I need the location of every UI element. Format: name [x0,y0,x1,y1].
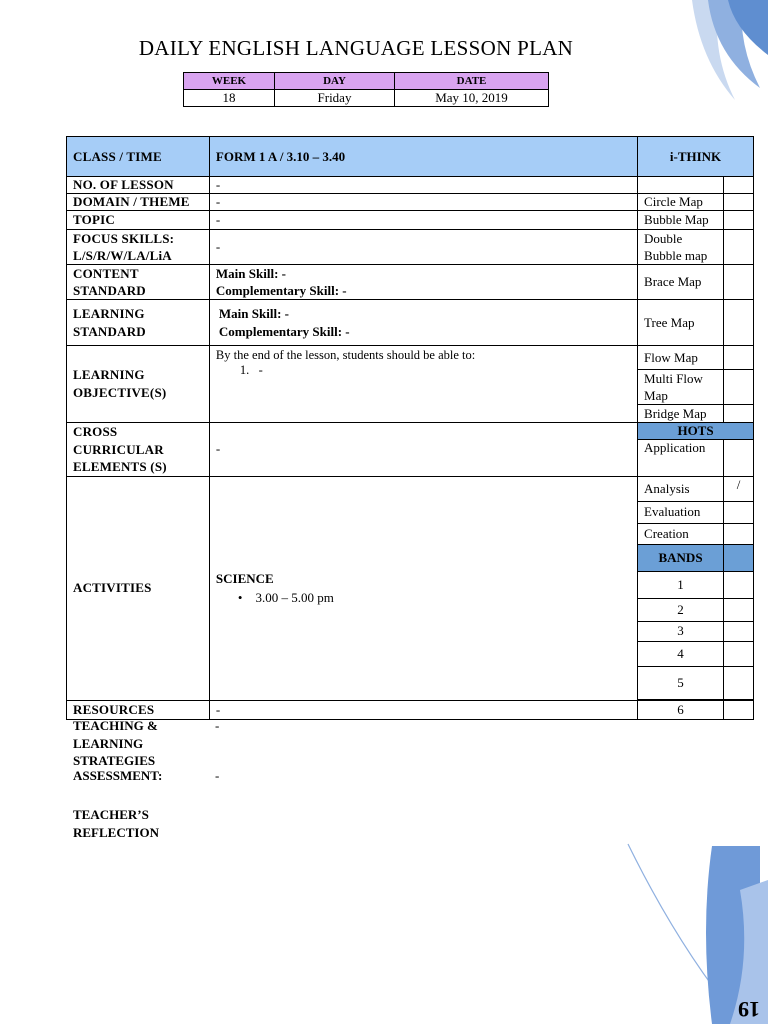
learning-standard-value: Main Skill: - Complementary Skill: - [209,300,637,346]
teaching-learning-strategies-value: - [215,718,220,733]
class-time-value: FORM 1 A / 3.10 – 3.40 [209,137,637,177]
hots-creation: Creation [638,523,724,544]
activity-subject: SCIENCE [215,570,274,586]
day-label: DAY [275,73,395,90]
cross-curricular-label: CROSS CURRICULAR ELEMENTS (S) [67,423,210,477]
assessment-label: ASSESSMENT: [73,768,163,783]
ithink-header: i-THINK [638,137,754,177]
hots-header: HOTS [638,423,754,440]
band-4: 4 [638,641,724,666]
objective-intro: By the end of the lesson, students should be able to: [215,348,476,362]
topic-value: - [209,211,637,230]
learning-objective-value [209,346,637,423]
content-standard-label: CONTENT STANDARD [67,265,210,300]
lesson-plan-table [66,136,754,720]
topic-label: TOPIC [67,211,210,230]
week-label: WEEK [184,73,275,90]
domain-theme-value: - [209,194,637,211]
learning-objective-label: LEARNING OBJECTIVE(S) [67,346,210,423]
ithink-bridge-map: Bridge Map [638,405,724,423]
hots-analysis: Analysis [638,476,724,501]
band-3: 3 [638,621,724,641]
teachers-reflection-label: TEACHER’S REFLECTION [73,807,159,840]
date-header-table [183,72,549,107]
analysis-mark: / [724,476,754,501]
activities-label: ACTIVITIES [67,476,210,700]
band-6: 6 [638,700,724,719]
objective-item: 1. - [239,363,263,377]
cross-curricular-value: - [209,423,637,477]
activities-value [209,476,637,700]
band-5: 5 [638,666,724,699]
learning-standard-label: LEARNING STANDARD [67,300,210,346]
focus-skills-value: - [209,230,637,265]
page-title: DAILY ENGLISH LANGUAGE LESSON PLAN [138,36,574,60]
ithink-bubble-map: Bubble Map [638,211,724,230]
bands-header: BANDS [638,544,724,571]
ithink-multi-flow-map: Multi Flow Map [638,370,724,405]
band-1: 1 [638,571,724,598]
hots-evaluation: Evaluation [638,501,724,523]
page-number: 19 [738,997,760,1022]
ithink-flow-map: Flow Map [638,346,724,370]
teaching-learning-strategies-label: TEACHING & LEARNING STRATEGIES [73,718,158,768]
focus-skills-label: FOCUS SKILLS: L/S/R/W/LA/LiA [67,230,210,265]
assessment-value: - [215,768,220,783]
no-of-lesson-value: - [209,177,637,194]
hots-application: Application [638,440,724,476]
domain-theme-label: DOMAIN / THEME [67,194,210,211]
class-time-label: CLASS / TIME [67,137,210,177]
band-2: 2 [638,598,724,621]
day-value: Friday [275,90,395,107]
ithink-tree-map: Tree Map [638,300,724,346]
ithink-double-bubble-map: Double Bubble map [638,230,724,265]
date-value: May 10, 2019 [395,90,549,107]
ithink-circle-map: Circle Map [638,194,724,211]
date-label: DATE [395,73,549,90]
ithink-brace-map: Brace Map [638,265,724,300]
resources-label: RESOURCES [67,700,210,719]
no-of-lesson-label: NO. OF LESSON [67,177,210,194]
week-value: 18 [184,90,275,107]
activity-item: • 3.00 – 5.00 pm [237,589,334,605]
resources-value: - [209,700,637,719]
content-standard-value: Main Skill: - Complementary Skill: - [209,265,637,300]
